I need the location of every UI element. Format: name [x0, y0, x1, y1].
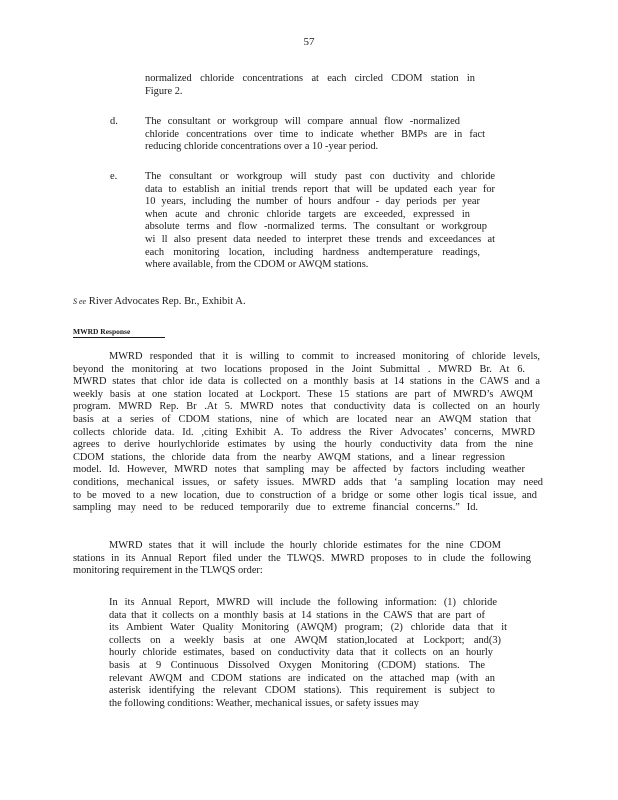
text-line: CDOM stations, the chloride data from the nearby AWQM stations, and a linear regression	[73, 451, 505, 463]
text-line: In its Annual Report, MWRD will include the following information: (1) chloride	[109, 597, 497, 608]
page-number: 57	[303, 36, 315, 48]
text-line: stations in its Annual Report filed under the TLWQS. MWRD proposes to in clude the following	[73, 552, 531, 564]
text-line: basis at 9 Continuous Dissolved Oxygen Monitoring (CDOM) stations. The	[109, 659, 485, 671]
item-e-label: e.	[110, 171, 118, 182]
text-line: where available, from the CDOM or AWQM stations.	[145, 259, 369, 271]
text-line: conditions, mechanical issues, or safety issues. MWRD adds that ‘a sampling location may need	[73, 476, 543, 488]
text-line: MWRD states that chlor ide data is collected on a monthly basis at 14 stations in the CAWS and a	[73, 376, 540, 388]
text-line: absolute terms and flow -normalized terms. The consultant or workgroup	[145, 221, 487, 233]
text-line: agrees to derive hourlychloride estimates by using the hourly conductivity data from the nine	[73, 439, 533, 451]
text-line: collects chloride data. Id. ,citing Exhibit A. To address the River Advocates’ concerns, MWRD	[73, 426, 535, 438]
text-line: its Ambient Water Quality Monitoring (AWQM) program; (2) chloride data that it	[109, 622, 507, 634]
text-line: beyond the monitoring at two locations proposed in the Joint Submittal . MWRD Br. At 6.	[73, 363, 525, 375]
text-line: weekly basis at one station located at Lockport. These 15 stations are part of MWRD’s AWQM	[73, 388, 533, 400]
text-line: asterisk identifying the relevant CDOM stations). This requirement is subject to	[109, 685, 495, 697]
text-line: collects on a weekly basis at one AWQM station,located at Lockport; and(3)	[109, 634, 501, 646]
citation-text: River Advocates Rep. Br., Exhibit A.	[86, 296, 246, 307]
text-line: relevant AWQM and CDOM stations are indicated on the attached map (with an	[109, 672, 495, 684]
text-line: The consultant or workgroup will study past con ductivity and chloride	[145, 171, 495, 182]
text-line: MWRD states that it will include the hourly chloride estimates for the nine CDOM	[109, 540, 501, 551]
item-e-text	[145, 171, 495, 272]
text-line: the following conditions: Weather, mechanical issues, or safety issues may	[109, 697, 419, 709]
text-line: to be moved to a new location, due to construction of a bridge or some other logis tical issue, and	[73, 489, 537, 501]
text-line: 10 years, including the number of hours andfour - day periods per year	[145, 196, 480, 208]
text-line: reducing chloride concentrations over a 10 -year period.	[145, 141, 379, 153]
paragraph-2	[73, 540, 540, 578]
text-line: wi ll also present data needed to interpret these trends and exceedances at	[145, 233, 495, 245]
text-line: model. Id. However, MWRD notes that sampling may be affected by factors including weather	[73, 464, 525, 476]
text-line: sampling may need to be reduced temporarily due to extreme financial concerns.” Id.	[73, 502, 478, 514]
citation-line	[73, 296, 246, 309]
continuation-text	[145, 73, 475, 98]
text-line: normalized chloride concentrations at each circled CDOM station in	[145, 73, 475, 84]
text-line: chloride concentrations over time to indicate whether BMPs are in fact	[145, 128, 485, 140]
text-line: when acute and chronic chloride targets are exceeded, expressed in	[145, 208, 470, 220]
item-d-label: d.	[110, 116, 118, 127]
text-line: The consultant or workgroup will compare annual flow -normalized	[145, 116, 460, 127]
citation-signal: S ee	[73, 297, 87, 306]
text-line: basis at a series of CDOM stations, nine of which are located near an AWQM station that	[73, 413, 531, 425]
text-line: each monitoring location, including hardness andtemperature readings,	[145, 246, 480, 258]
text-line: program. MWRD Rep. Br .At 5. MWRD notes that conductivity data is collected on an hourly	[73, 401, 540, 413]
text-line: data to establish an initial trends report that will be updated each year for	[145, 183, 495, 195]
text-line: Figure 2.	[145, 85, 183, 97]
section-heading	[73, 326, 130, 339]
block-quote	[109, 597, 507, 710]
text-line: monitoring requirement in the TLWQS order:	[73, 565, 263, 577]
section-heading-text: MWRD Response	[73, 327, 131, 336]
text-line: MWRD responded that it is willing to commit to increased monitoring of chloride levels,	[109, 351, 540, 362]
heading-underline	[73, 337, 165, 338]
paragraph-1	[73, 351, 543, 515]
item-d-text	[145, 116, 485, 154]
text-line: data that it collects on a monthly basis at 14 stations in the CAWS that are part of	[109, 609, 485, 621]
text-line: hourly chloride estimates, based on conductivity data that it collects on an hourly	[109, 647, 493, 659]
